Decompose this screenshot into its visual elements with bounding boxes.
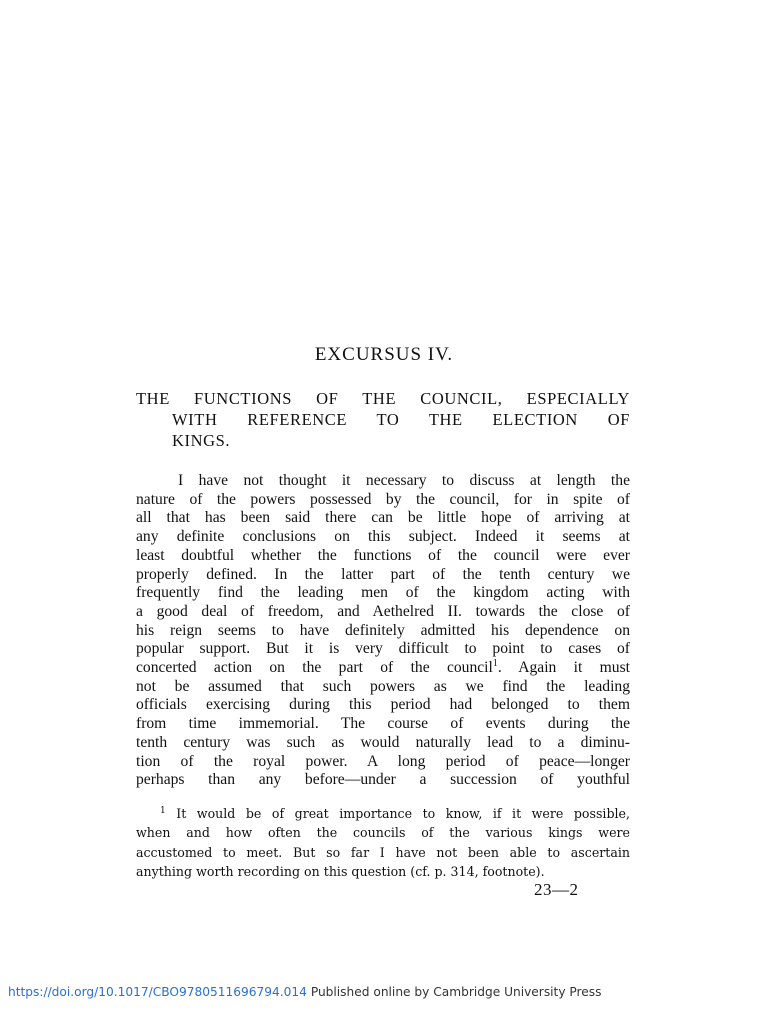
body-line-start: concerted action on the part of the council	[136, 659, 493, 677]
body-line: officials exercising during this period had belonged to them	[136, 696, 630, 714]
chapter-heading: EXCURSUS IV.	[314, 344, 454, 365]
footnote-line	[136, 804, 630, 823]
footnote-reference[interactable]: 1	[492, 657, 498, 669]
doi-link[interactable]: https://doi.org/10.1017/CBO9780511696794.014	[8, 985, 307, 999]
body-line: least doubtful whether the functions of the council were ever	[136, 546, 630, 564]
body-line: any definite conclusions on this subject. Indeed it seems at	[136, 528, 630, 546]
body-line-with-footnote	[136, 659, 630, 678]
publisher-note: Published online by Cambridge University Press	[310, 985, 602, 999]
body-line-end: . Again it must	[497, 659, 630, 677]
footnote-text: It would be of great importance to know, if it were possible,	[176, 806, 630, 821]
body-line: tion of the royal power. A long period of peace—longer	[136, 752, 630, 770]
footnote-line: anything worth recording on this question (cf. p. 314, footnote).	[136, 863, 545, 879]
body-line: from time immemorial. The course of events during the	[136, 715, 630, 733]
footnote-line: when and how often the councils of the various kings were	[136, 825, 630, 841]
subtitle-line: KINGS.	[172, 431, 231, 450]
body-line: perhaps than any before—under a succession of youthful	[136, 771, 630, 789]
footer-citation	[8, 985, 602, 999]
body-line: tenth century was such as would naturally lead to a diminu-	[136, 733, 630, 751]
body-line: his reign seems to have definitely admitted his dependence on	[136, 621, 630, 639]
footnote-marker: 1	[160, 805, 166, 816]
body-line: popular support. But it is very difficult to point to cases of	[136, 640, 630, 658]
page-number: 23—2	[534, 880, 579, 899]
chapter-subtitle	[136, 388, 630, 451]
body-line: a good deal of freedom, and Aethelred II. towards the close of	[136, 602, 630, 620]
body-line: not be assumed that such powers as we find the leading	[136, 677, 630, 695]
subtitle-line: THE FUNCTIONS OF THE COUNCIL, ESPECIALLY	[136, 389, 630, 408]
body-line: frequently find the leading men of the kingdom acting with	[136, 584, 630, 602]
body-line: properly defined. In the latter part of the tenth century we	[136, 565, 630, 583]
footnote-line: accustomed to meet. But so far I have not been able to ascertain	[136, 844, 630, 860]
body-paragraph	[136, 472, 630, 790]
body-line: nature of the powers possessed by the council, for in spite of	[136, 490, 630, 508]
body-line: all that has been said there can be little hope of arriving at	[136, 509, 630, 527]
body-line: I have not thought it necessary to discuss at length the	[178, 472, 630, 489]
subtitle-line: WITH REFERENCE TO THE ELECTION OF	[172, 410, 630, 429]
footnote	[136, 804, 630, 881]
